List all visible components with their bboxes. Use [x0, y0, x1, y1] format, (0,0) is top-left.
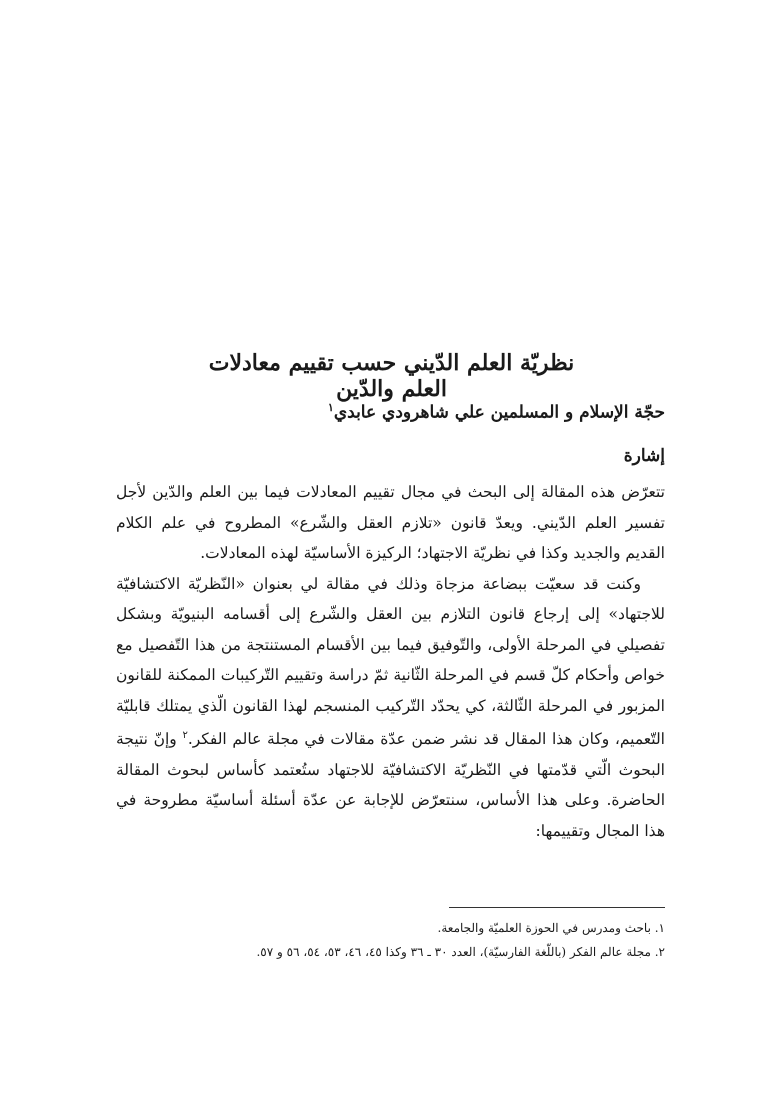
article-body — [116, 477, 665, 846]
article-title: نظريّة العلم الدّيني حسب تقييم معادلات العلم والدّين — [208, 350, 575, 403]
section-heading: إشارة — [623, 446, 665, 466]
footnotes — [116, 916, 665, 964]
footnote-ref-1: ١ — [327, 401, 334, 414]
author-name: حجّة الإسلام و المسلمين علي شاهرودي عابدي — [333, 402, 665, 423]
paragraph-2-continuation: وإنّ نتيجة البحوث الّتي قدّمتها في النّظريّة الاكتشافيّة للاجتهاد ستُعتمد كأساس لبحوث المقالة الحاضرة. وعلى هذا الأساس، سنتعرّض للإجابة عن عدّة أسئلة أساسيّة مطروحة في هذا المجال وتقييمها: — [116, 730, 665, 840]
footnote-divider — [449, 907, 665, 908]
paragraph-2 — [116, 569, 665, 847]
footnote-ref-2: ٢ — [182, 730, 188, 741]
author-line — [328, 401, 665, 423]
footnote-2: ٢. مجلة عالم الفكر (باللّغة الفارسيّة)، العدد ٣٠ ـ ٣٦ وكذا ٤٥، ٤٦، ٥٣، ٥٤، ٥٦ و ٥٧. — [256, 945, 665, 959]
paragraph-1: تتعرّض هذه المقالة إلى البحث في مجال تقييم المعادلات فيما بين العلم والدّين لأجل تفسير العلم الدّيني. ويعدّ قانون «تلازم العقل والشّرع» المطروح في علم الكلام القديم والجديد وكذا في نظريّة الاجتهاد؛ الركيزة الأساسيّة لهذه المعادلات. — [116, 483, 665, 562]
footnote-1: ١. باحث ومدرس في الحوزة العلميّة والجامعة. — [437, 921, 665, 935]
paragraph-2-text: وكنت قد سعيّت ببضاعة مزجاة وذلك في مقالة لي بعنوان «النّظريّة الاكتشافيّة للاجتهاد» إلى إرجاع قانون التلازم بين العقل والشّرع إلى أقسامه البنيويّة وبشكل تفصيلي في المرحلة الأولى، والتّوفيق فيما بين الأقسام المستنتجة من هذا التّفصيل مع خواص وأحكام كلّ قسم في المرحلة الثّانية ثمّ دراسة وتقييم التّركيبات الممكنة للقانون المزبور في المرحلة الثّالثة، كي يحدّد التّركيب المنسجم لهذا القانون الّذي يمتلك قابليّة التّعميم، وكان هذا المقال قد نشر ضمن عدّة مقالات في مجلة عالم الفكر. — [116, 574, 665, 749]
